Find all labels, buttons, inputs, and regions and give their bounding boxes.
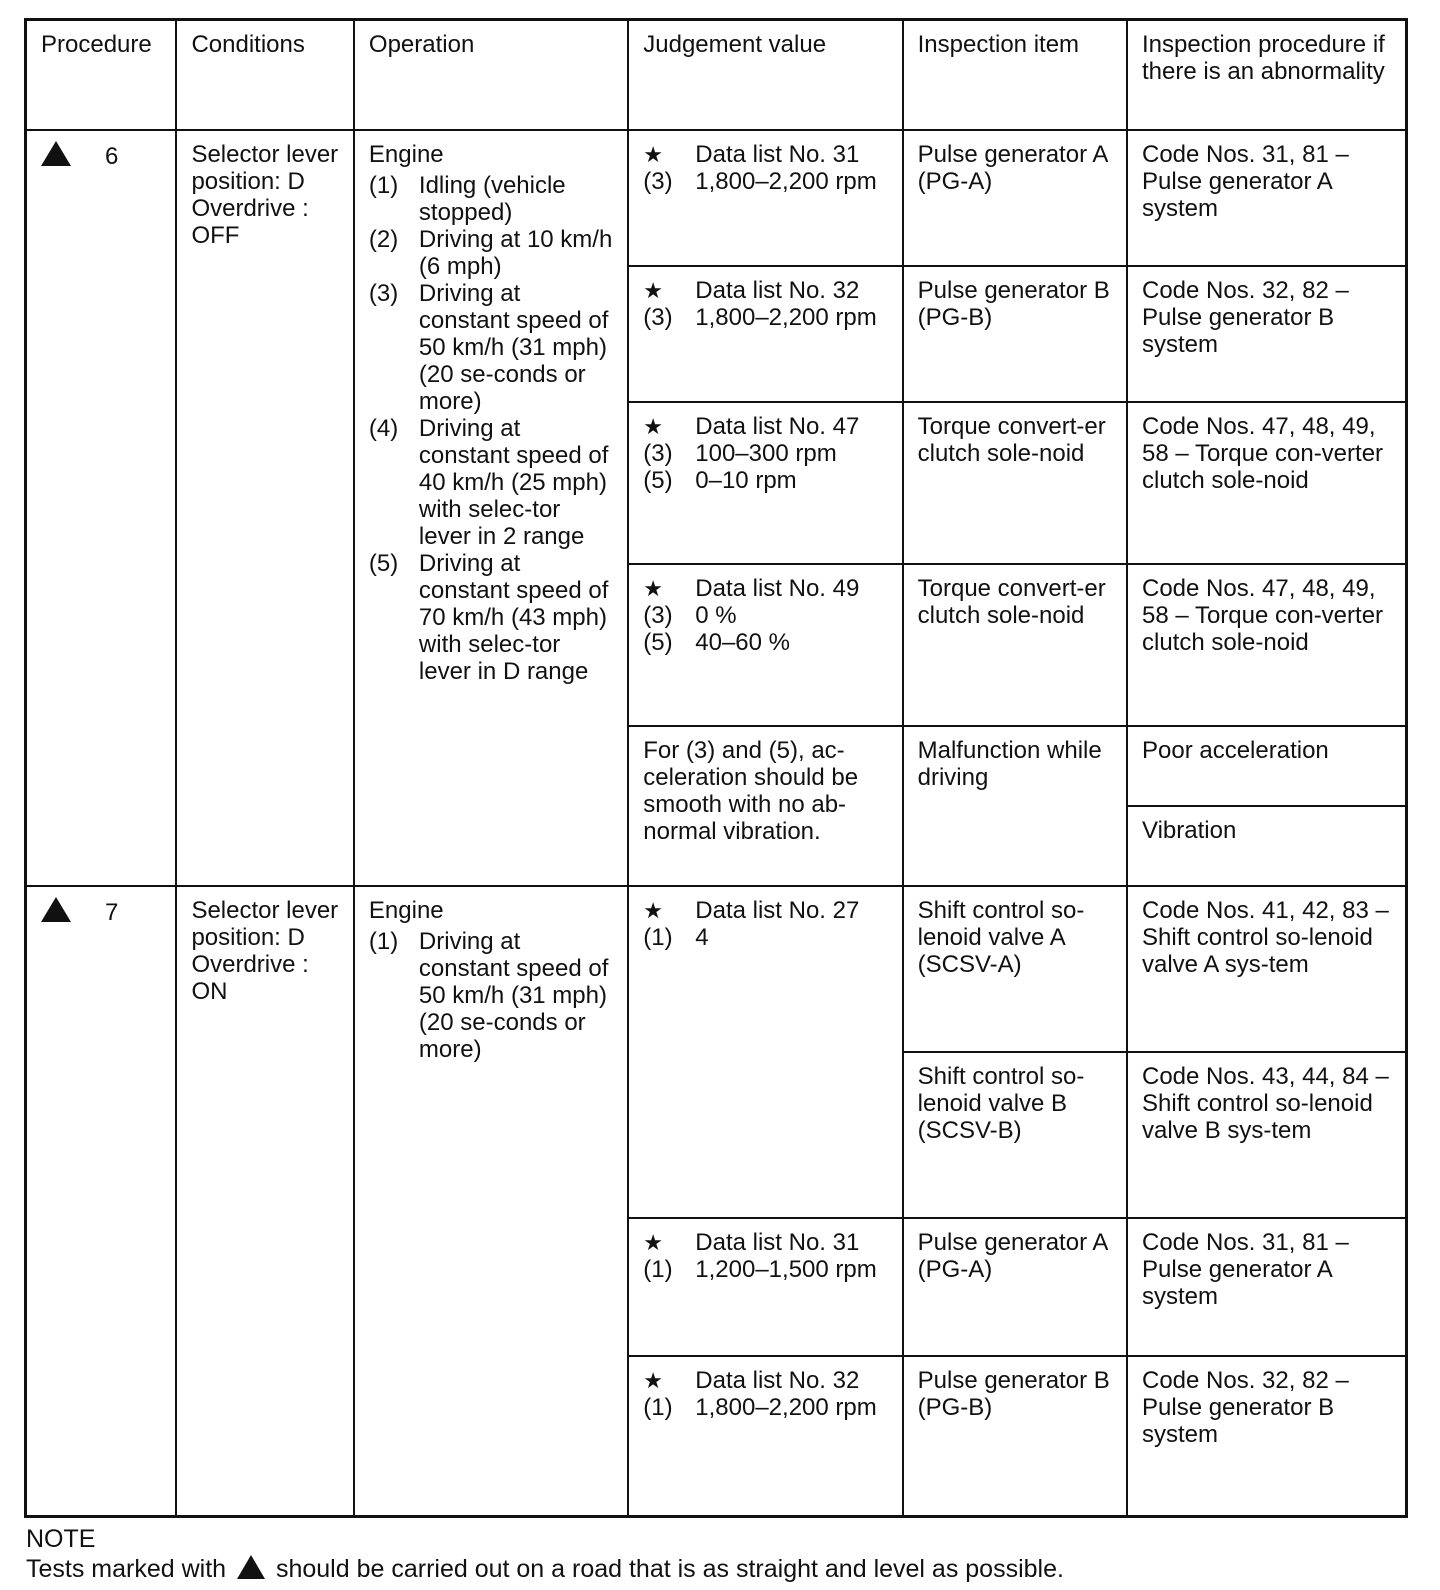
judgement-value-cell: ★ Data list No. 31 (3) 1,800–2,200 rpm xyxy=(628,130,902,266)
procedure-7-operation xyxy=(354,886,628,1517)
operation-step: (1) Idling (vehicle stopped) xyxy=(368,171,566,226)
judgement-value-cell: ★ Data list No. 32 (1) 1,800–2,200 rpm xyxy=(628,1356,902,1517)
inspection-procedure-cell: Code Nos. 47, 48, 49, 58 – Torque con-verter clutch sole-noid xyxy=(1127,564,1407,726)
star-icon: ★ xyxy=(643,1367,663,1393)
black-triangle-icon xyxy=(237,1555,265,1579)
inspection-procedure-cell: Code Nos. 32, 82 – Pulse generator B system xyxy=(1127,1356,1407,1517)
operation-title: Engine xyxy=(368,896,444,924)
inspection-item-cell: Pulse generator A (PG-A) xyxy=(903,1218,1127,1356)
inspection-procedure-cell: Code Nos. 31, 81 – Pulse generator A system xyxy=(1127,1218,1407,1356)
inspection-procedure-cell: Code Nos. 32, 82 – Pulse generator B system xyxy=(1127,266,1407,402)
procedure-number: 6 xyxy=(105,142,119,170)
inspection-procedure-cell: Code Nos. 31, 81 – Pulse generator A system xyxy=(1127,130,1407,266)
table-row xyxy=(26,130,1407,266)
condition-line: Overdrive : ON xyxy=(191,950,309,1005)
inspection-procedure-cell: Code Nos. 43, 44, 84 – Shift control so-lenoid valve B sys-tem xyxy=(1127,1052,1407,1218)
judgement-value-cell: ★ Data list No. 27 (1) 4 xyxy=(628,886,902,1218)
inspection-procedure-cell: Vibration xyxy=(1127,806,1407,886)
judgement-value-cell: ★ Data list No. 49 (3) 0 % (5) 40–60 % xyxy=(628,564,902,726)
star-icon: ★ xyxy=(643,1229,663,1255)
black-triangle-icon xyxy=(41,897,71,922)
header-judgement-value: Judgement value xyxy=(628,20,902,130)
note-block xyxy=(26,1524,1064,1584)
inspection-item-cell: Shift control so-lenoid valve B (SCSV-B) xyxy=(903,1052,1127,1218)
star-icon: ★ xyxy=(643,277,663,303)
inspection-item-cell: Torque convert-er clutch sole-noid xyxy=(903,402,1127,564)
note-title: NOTE xyxy=(26,1525,96,1553)
star-icon: ★ xyxy=(643,897,663,923)
judgement-value-cell: ★ Data list No. 47 (3) 100–300 rpm (5) 0–10 rpm xyxy=(628,402,902,564)
header-procedure: Procedure xyxy=(26,20,177,130)
operation-step: (1) Driving at constant speed of 50 km/h (31 mph) (20 se-conds or more) xyxy=(368,927,609,1063)
inspection-table-sheet xyxy=(24,18,1408,1518)
condition-line: Overdrive : OFF xyxy=(191,194,309,249)
procedure-6-operation xyxy=(354,130,628,886)
operation-step: (4) Driving at constant speed of 40 km/h (25 mph) with selec-tor lever in 2 range xyxy=(368,414,609,550)
procedure-number: 7 xyxy=(105,898,119,926)
header-inspection-item: Inspection item xyxy=(903,20,1127,130)
inspection-procedure-cell: Code Nos. 47, 48, 49, 58 – Torque con-verter clutch sole-noid xyxy=(1127,402,1407,564)
inspection-table xyxy=(24,18,1408,1518)
operation-step: (3) Driving at constant speed of 50 km/h (31 mph) (20 se-conds or more) xyxy=(368,279,609,415)
operation-step: (2) Driving at 10 km/h (6 mph) xyxy=(368,225,613,280)
inspection-procedure-cell: Poor acceleration xyxy=(1127,726,1407,806)
header-operation: Operation xyxy=(354,20,628,130)
black-triangle-icon xyxy=(41,141,71,166)
table-row xyxy=(26,886,1407,1052)
star-icon: ★ xyxy=(643,575,663,601)
star-icon: ★ xyxy=(643,413,663,439)
operation-title: Engine xyxy=(368,140,444,168)
judgement-value-cell: ★ Data list No. 32 (3) 1,800–2,200 rpm xyxy=(628,266,902,402)
judgement-value-cell: For (3) and (5), ac-celeration should be smooth with no ab-normal vibration. xyxy=(628,726,902,886)
condition-line: Selector lever position: D xyxy=(191,140,339,195)
procedure-7-cell xyxy=(26,886,177,1517)
note-text: Tests marked with should be carried out on a road that is as straight and level as possible. xyxy=(26,1555,1064,1583)
inspection-item-cell: Malfunction while driving xyxy=(903,726,1127,886)
header-inspection-procedure: Inspection procedure if there is an abnormality xyxy=(1127,20,1407,130)
inspection-item-cell: Torque convert-er clutch sole-noid xyxy=(903,564,1127,726)
inspection-procedure-cell: Code Nos. 41, 42, 83 – Shift control so-lenoid valve A sys-tem xyxy=(1127,886,1407,1052)
procedure-7-conditions xyxy=(176,886,353,1517)
header-conditions: Conditions xyxy=(176,20,353,130)
procedure-6-conditions xyxy=(176,130,353,886)
inspection-item-cell: Pulse generator B (PG-B) xyxy=(903,1356,1127,1517)
condition-line: Selector lever position: D xyxy=(191,896,339,951)
procedure-6-cell xyxy=(26,130,177,886)
inspection-item-cell: Pulse generator A (PG-A) xyxy=(903,130,1127,266)
header-row xyxy=(26,20,1407,130)
star-icon: ★ xyxy=(643,141,663,167)
judgement-value-cell: ★ Data list No. 31 (1) 1,200–1,500 rpm xyxy=(628,1218,902,1356)
inspection-item-cell: Pulse generator B (PG-B) xyxy=(903,266,1127,402)
inspection-item-cell: Shift control so-lenoid valve A (SCSV-A) xyxy=(903,886,1127,1052)
operation-step: (5) Driving at constant speed of 70 km/h (43 mph) with selec-tor lever in D range xyxy=(368,549,609,685)
